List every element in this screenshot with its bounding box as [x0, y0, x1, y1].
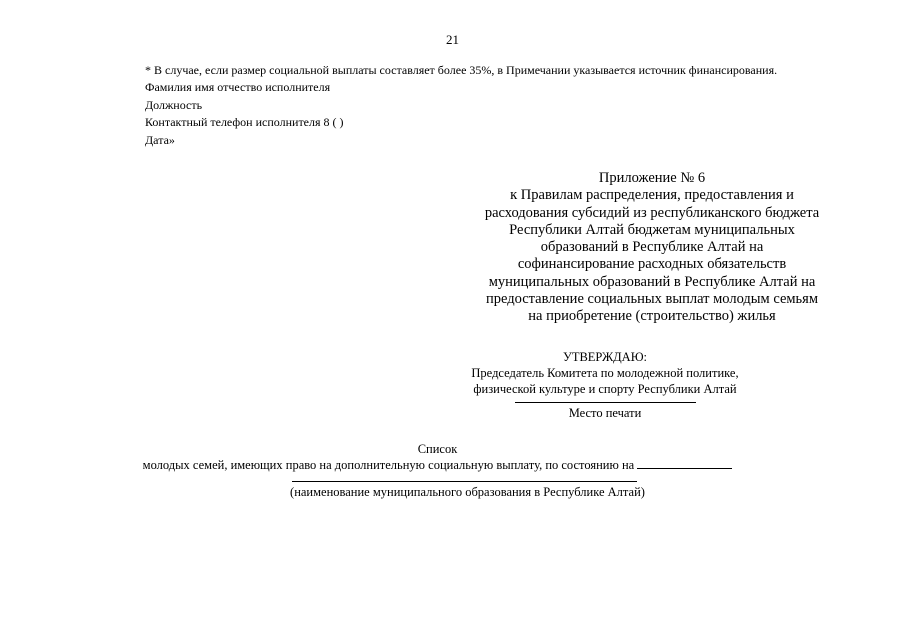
appendix-line: софинансирование расходных обязательств	[517, 256, 787, 273]
appendix-line: образований в Республике Алтай на	[540, 239, 764, 256]
list-title: Список	[417, 442, 458, 456]
approval-block	[430, 350, 780, 422]
appendix-line: на приобретение (строительство) жилья	[528, 308, 776, 325]
appendix-line: муниципальных образований в Республике Алтай на	[488, 273, 816, 290]
list-subtitle-row	[0, 457, 905, 473]
appendix-line: расходования субсидий из республиканского бюджета	[484, 204, 820, 221]
municipality-blank-line	[292, 481, 637, 482]
approval-heading: УТВЕРЖДАЮ:	[562, 350, 648, 364]
municipality-caption: (наименование муниципального образования в Республике Алтай)	[290, 485, 645, 499]
date-blank-line	[637, 458, 732, 469]
signature-line	[515, 402, 696, 403]
approval-signer-line1: Председатель Комитета по молодежной политике,	[471, 365, 739, 380]
appendix-line: Приложение № 6	[598, 170, 706, 186]
approval-signer-line2: физической культуре и спорту Республики Алтай	[473, 381, 737, 396]
executor-name-field: Фамилия имя отчество исполнителя	[145, 80, 331, 95]
footnote-block	[145, 62, 777, 149]
executor-position-field: Должность	[145, 97, 203, 112]
list-block	[0, 441, 905, 500]
appendix-line: предоставление социальных выплат молодым семьям	[485, 291, 819, 308]
executor-phone-field: Контактный телефон исполнителя 8 ( )	[145, 115, 344, 130]
appendix-header	[452, 170, 852, 326]
footnote-note: * В случае, если размер социальной выплаты составляет более 35%, в Примечании указывается источник финансирования.	[145, 63, 778, 77]
date-field: Дата»	[145, 132, 175, 147]
appendix-line: Республики Алтай бюджетам муниципальных	[509, 221, 795, 238]
appendix-line: к Правилам распределения, предоставления и	[510, 187, 794, 204]
seal-label: Место печати	[568, 406, 642, 421]
page-number: 21	[446, 32, 459, 47]
list-subtitle: молодых семей, имеющих право на дополнительную социальную выплату, по состоянию на	[142, 458, 635, 472]
